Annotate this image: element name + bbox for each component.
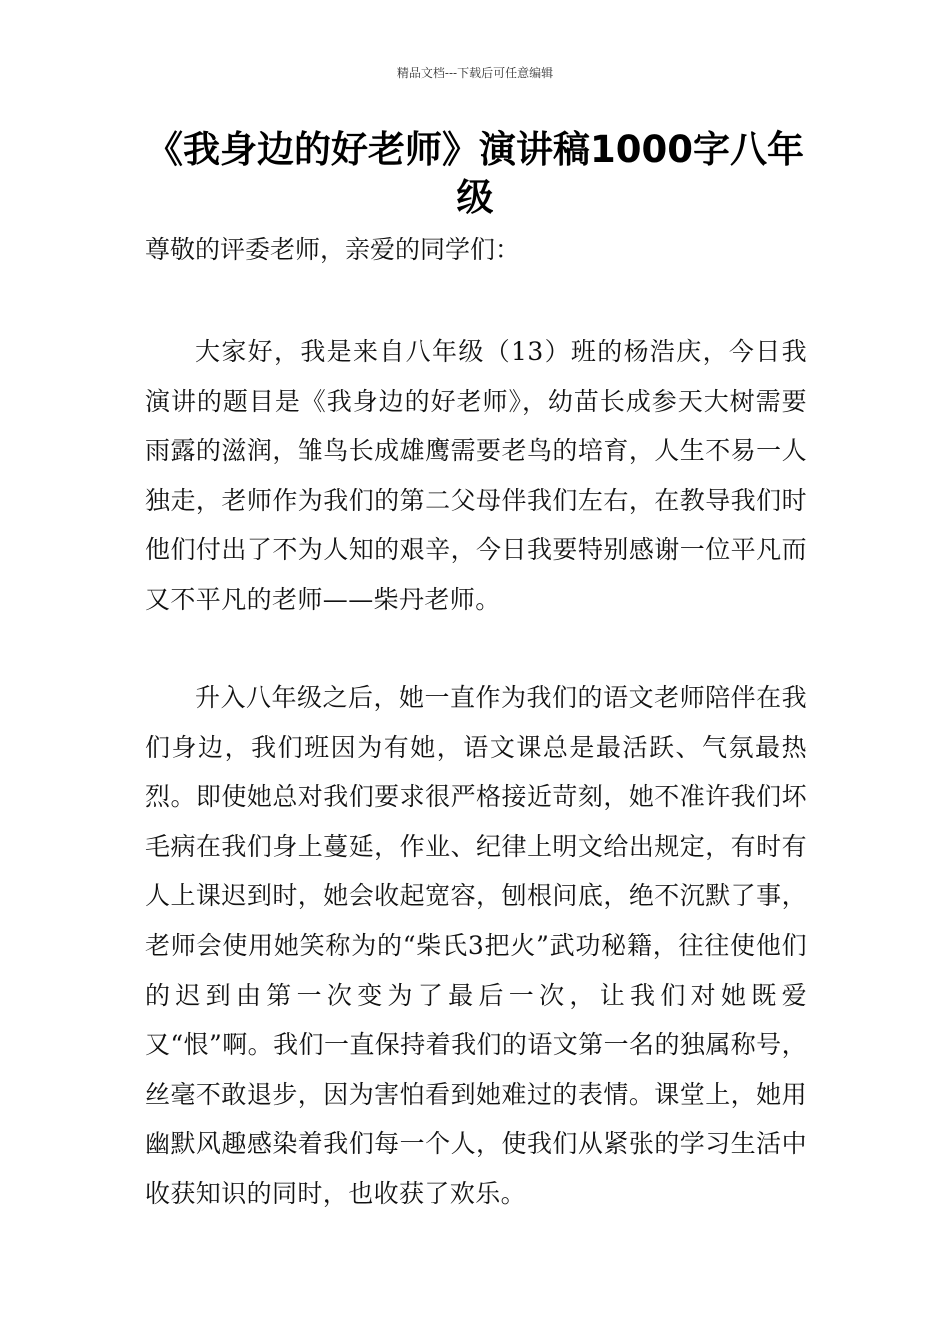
salutation: 尊敬的评委老师，亲爱的同学们： [145,235,521,264]
paragraph-2: 升入八年级之后，她一直作为我们的语文老师陪伴在我们身边，我们班因为有她，语文课总是最活跃、气氛最热烈。即使她总对我们要求很严格接近苛刻，她不准许我们坏毛病在我们身上蔓延，作业、纪律上明文给出规定，有时有人上课迟到时，她会收起宽容，刨根问底，绝不沉默了事，老师会使用她笑称为的“柴氏3把火”武功秘籍，往往使他们的迟到由第一次变为了最后一次，让我们对她既爱又“恨”啊。我们一直保持着我们的语文第一名的独属称号，丝毫不敢退步，因为害怕看到她难过的表情。课堂上，她用幽默风趣感染着我们每一个人，使我们从紧张的学习生活中收获知识的同时，也收获了欢乐。 [145,683,807,1208]
paragraph-1: 大家好，我是来自八年级（13）班的杨浩庆，今日我演讲的题目是《我身边的好老师》，幼苗长成参天大树需要雨露的滋润，雏鸟长成雄鹰需要老鸟的培育，人生不易一人独走，老师作为我们的第二父母伴我们左右，在教导我们时他们付出了不为人知的艰辛，今日我要特别感谢一位平凡而又不平凡的老师——柴丹老师。 [145,337,807,614]
page-header: 精品文档---下载后可任意编辑 [396,66,554,80]
document-title: 《我身边的好老师》演讲稿1000字八年级 [146,128,804,219]
